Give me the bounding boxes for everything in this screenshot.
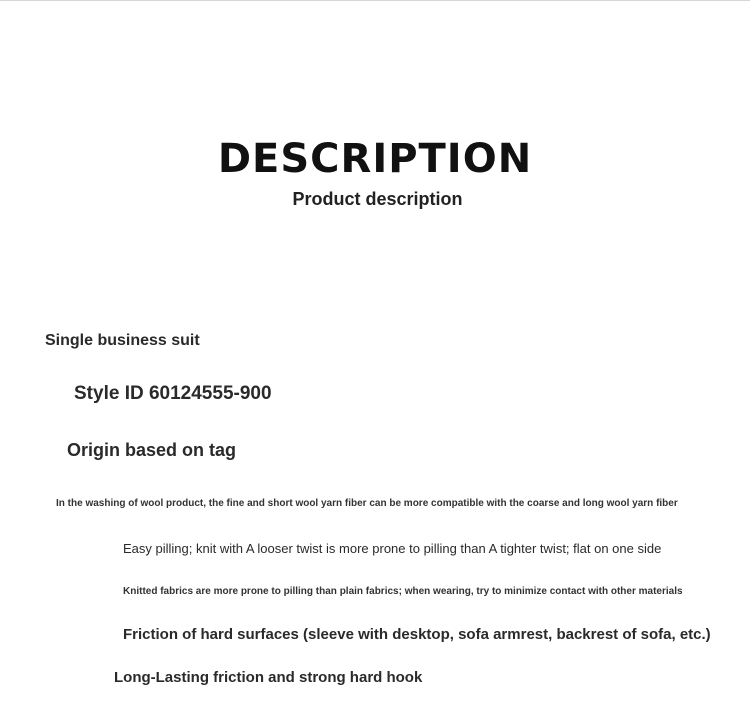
style-id: Style ID 60124555-900	[74, 383, 272, 404]
product-name: Single business suit	[45, 332, 200, 349]
washing-note: In the washing of wool product, the fine and short wool yarn fiber can be more compatible with the coarse and long wool yarn fiber	[56, 498, 678, 509]
top-divider	[0, 0, 750, 1]
pilling-note: Easy pilling; knit with A looser twist is more prone to pilling than A tighter twist; flat on one side	[123, 541, 662, 556]
knitted-note: Knitted fabrics are more prone to pilling than plain fabrics; when wearing, try to minimize contact with other materials	[123, 586, 683, 597]
section-subtitle: Product description	[292, 189, 463, 209]
origin-text: Origin based on tag	[67, 440, 237, 460]
section-title: DESCRIPTION	[217, 136, 533, 182]
friction-note: Friction of hard surfaces (sleeve with desktop, sofa armrest, backrest of sofa, etc.)	[123, 626, 711, 643]
long-lasting-note: Long-Lasting friction and strong hard hook	[114, 669, 423, 686]
